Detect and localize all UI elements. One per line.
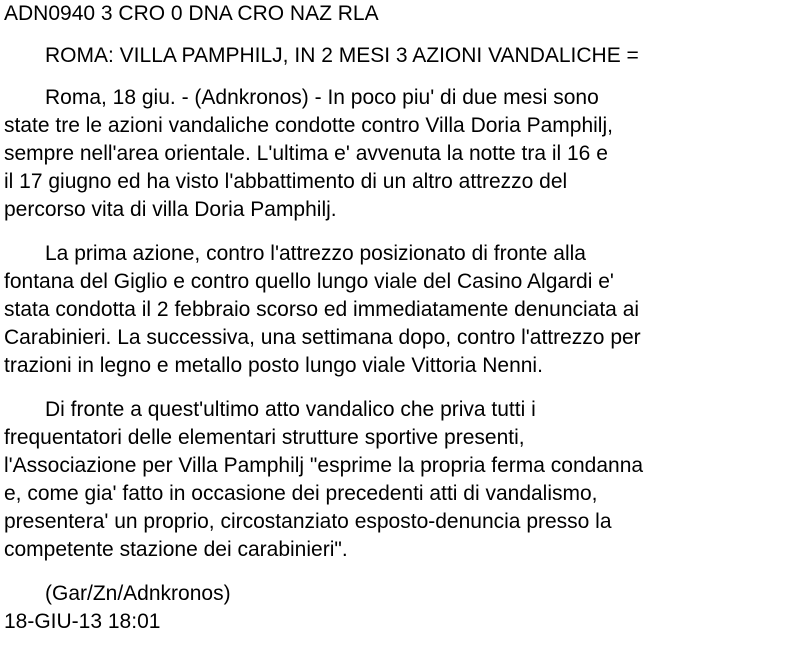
news-wire-document	[4, 0, 794, 636]
paragraph-line: trazioni in legno e metallo posto lungo viale Vittoria Nenni.	[4, 354, 543, 377]
paragraph-line: il 17 giugno ed ha visto l'abbattimento di un altro attrezzo del	[4, 170, 568, 193]
paragraph-line: stata condotta il 2 febbraio scorso ed immediatamente denunciata ai	[4, 298, 640, 321]
spacer	[4, 70, 794, 84]
paragraph-line: competente stazione dei carabinieri".	[4, 538, 348, 561]
paragraph-line: percorso vita di villa Doria Pamphilj.	[4, 198, 337, 221]
headline: ROMA: VILLA PAMPHILJ, IN 2 MESI 3 AZIONI VANDALICHE =	[45, 44, 639, 67]
paragraph-line: sempre nell'area orientale. L'ultima e' avvenuta la notte tra il 16 e	[4, 142, 608, 165]
paragraph-line: frequentatori delle elementari strutture sportive presenti,	[4, 426, 525, 449]
paragraph-line: Carabinieri. La successiva, una settimana dopo, contro l'attrezzo per	[4, 326, 641, 349]
paragraph-line: Roma, 18 giu. - (Adnkronos) - In poco piu' di due mesi sono	[45, 86, 599, 109]
source-credit: (Gar/Zn/Adnkronos)	[45, 582, 231, 605]
paragraph-3	[4, 396, 794, 564]
spacer	[4, 28, 794, 42]
spacer	[4, 564, 794, 580]
paragraph-1	[4, 84, 794, 224]
paragraph-line: presentera' un proprio, circostanziato esposto-denuncia presso la	[4, 510, 612, 533]
paragraph-line: La prima azione, contro l'attrezzo posizionato di fronte alla	[45, 242, 586, 265]
paragraph-line: fontana del Giglio e contro quello lungo viale del Casino Algardi e'	[4, 270, 614, 293]
paragraph-line: Di fronte a quest'ultimo atto vandalico che priva tutti i	[45, 398, 536, 421]
wire-header-code: ADN0940 3 CRO 0 DNA CRO NAZ RLA	[4, 2, 379, 25]
paragraph-2	[4, 240, 794, 380]
paragraph-line: e, come gia' fatto in occasione dei precedenti atti di vandalismo,	[4, 482, 598, 505]
spacer	[4, 380, 794, 396]
spacer	[4, 224, 794, 240]
timestamp: 18-GIU-13 18:01	[4, 610, 161, 633]
paragraph-line: l'Associazione per Villa Pamphilj "esprime la propria ferma condanna	[4, 454, 644, 477]
paragraph-line: state tre le azioni vandaliche condotte contro Villa Doria Pamphilj,	[4, 114, 613, 137]
